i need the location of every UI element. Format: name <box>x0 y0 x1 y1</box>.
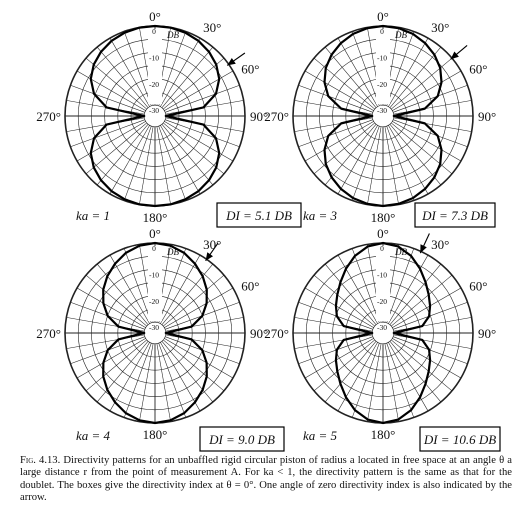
caption-fig-label: Fig. 4.13. <box>20 455 61 466</box>
di-label: DI = 7.3 DB <box>422 208 488 223</box>
grid-spoke <box>388 38 428 107</box>
grid-spoke <box>160 38 200 107</box>
angle-label-30: 30° <box>203 236 222 252</box>
angle-label-0: 0° <box>149 9 161 24</box>
grid-spoke <box>159 343 186 417</box>
db-scale-backing <box>148 246 162 321</box>
grid-spoke <box>160 125 200 194</box>
angle-label-0: 0° <box>377 9 389 24</box>
grid-spoke <box>392 121 461 161</box>
ring-label: -20 <box>377 296 387 306</box>
ring-label: -20 <box>377 79 387 89</box>
di-label: DI = 5.1 DB <box>226 208 292 223</box>
angle-label-0: 0° <box>377 226 389 241</box>
db-scale-backing <box>376 29 390 104</box>
grid-spoke <box>159 126 186 200</box>
polar-chart-4 <box>264 226 500 451</box>
ka-label: ka = 3 <box>302 208 338 223</box>
grid-spoke <box>159 31 186 105</box>
angle-label-90: 90° <box>250 109 269 124</box>
angle-label-270: 270° <box>264 326 289 341</box>
grid-spoke <box>352 343 379 417</box>
grid-spoke <box>160 255 200 324</box>
angle-label-30: 30° <box>431 19 450 35</box>
angle-label-180: 180° <box>370 210 396 225</box>
ka-label: ka = 4 <box>75 428 111 443</box>
grid-spoke <box>338 125 378 194</box>
ring-label: 0 <box>152 244 156 253</box>
ring-label: 0 <box>380 27 384 36</box>
grid-spoke <box>164 338 233 378</box>
db-unit-label: DB <box>167 30 179 40</box>
angle-label-90: 90° <box>478 326 497 341</box>
grid-spoke <box>124 248 151 322</box>
ring-label: -30 <box>149 106 159 116</box>
grid-spoke <box>164 121 233 161</box>
di-label: DI = 9.0 DB <box>209 432 275 447</box>
ka-label: ka = 5 <box>302 428 338 443</box>
ring-label: -10 <box>377 53 387 63</box>
ring-label: -10 <box>149 270 159 280</box>
grid-spoke <box>77 288 146 328</box>
ring-label: -20 <box>149 79 159 89</box>
ring-label: -10 <box>377 270 387 280</box>
grid-spoke <box>110 342 150 411</box>
ring-label: -30 <box>149 323 159 333</box>
angle-label-180: 180° <box>142 427 168 442</box>
angle-label-180: 180° <box>370 427 396 442</box>
db-unit-label: DB <box>167 247 179 257</box>
caption-text: Directivity patterns for an unbaffled rigid circular piston of radius a located in free space at an angle θ a large distance r from the point of measurement A. For ka < 1, the directivity pattern is the same as that for the doublet. The boxes give the directivity index at θ = 0°. One angle of zero directivity index is also indicated by the arrow. <box>20 455 512 504</box>
di-label: DI = 10.6 DB <box>423 432 497 447</box>
grid-spoke <box>124 31 151 105</box>
grid-spoke <box>352 31 379 105</box>
grid-spoke <box>393 120 467 147</box>
grid-spoke <box>110 255 150 324</box>
grid-spoke <box>388 125 428 194</box>
grid-spoke <box>387 31 414 105</box>
angle-label-270: 270° <box>264 109 289 124</box>
polar-chart-2 <box>264 9 496 227</box>
grid-spoke <box>164 71 233 111</box>
grid-spoke <box>338 255 378 324</box>
grid-spoke <box>393 85 467 112</box>
angle-label-60: 60° <box>469 61 488 77</box>
ring-label: -30 <box>377 323 387 333</box>
grid-spoke <box>388 342 428 411</box>
db-scale-backing <box>376 246 390 321</box>
angle-label-60: 60° <box>469 278 488 294</box>
grid-spoke <box>305 71 374 111</box>
grid-spoke <box>124 126 151 200</box>
grid-spoke <box>305 121 374 161</box>
grid-spoke <box>298 85 372 112</box>
grid-spoke <box>77 71 146 111</box>
grid-spoke <box>352 248 379 322</box>
zero-di-arrowhead <box>227 58 236 65</box>
polar-chart-1 <box>36 9 301 227</box>
ring-label: -10 <box>149 53 159 63</box>
angle-label-90: 90° <box>478 109 497 124</box>
grid-spoke <box>160 342 200 411</box>
ring-label: 0 <box>152 27 156 36</box>
ka-label: ka = 1 <box>75 208 111 223</box>
grid-spoke <box>164 288 233 328</box>
db-scale-backing <box>148 29 162 104</box>
ring-label: -30 <box>377 106 387 116</box>
angle-label-0: 0° <box>149 226 161 241</box>
grid-spoke <box>387 343 414 417</box>
angle-label-90: 90° <box>250 326 269 341</box>
grid-spoke <box>338 342 378 411</box>
figure-caption <box>20 455 512 505</box>
ring-label: -20 <box>149 296 159 306</box>
grid-spoke <box>110 38 150 107</box>
grid-spoke <box>392 71 461 111</box>
angle-label-180: 180° <box>142 210 168 225</box>
ring-label: 0 <box>380 244 384 253</box>
angle-label-270: 270° <box>36 326 61 341</box>
polar-chart-3 <box>36 226 284 451</box>
angle-label-270: 270° <box>36 109 61 124</box>
angle-label-60: 60° <box>241 278 260 294</box>
db-unit-label: DB <box>395 30 407 40</box>
grid-spoke <box>387 248 414 322</box>
grid-spoke <box>388 255 428 324</box>
angle-label-30: 30° <box>431 236 450 252</box>
grid-spoke <box>352 126 379 200</box>
angle-label-60: 60° <box>241 61 260 77</box>
grid-spoke <box>77 121 146 161</box>
grid-spoke <box>338 38 378 107</box>
grid-spoke <box>159 248 186 322</box>
grid-spoke <box>77 338 146 378</box>
db-unit-label: DB <box>395 247 407 257</box>
grid-spoke <box>387 126 414 200</box>
zero-di-arrowhead <box>206 252 213 261</box>
angle-label-30: 30° <box>203 19 222 35</box>
grid-spoke <box>298 120 372 147</box>
grid-spoke <box>110 125 150 194</box>
grid-spoke <box>124 343 151 417</box>
